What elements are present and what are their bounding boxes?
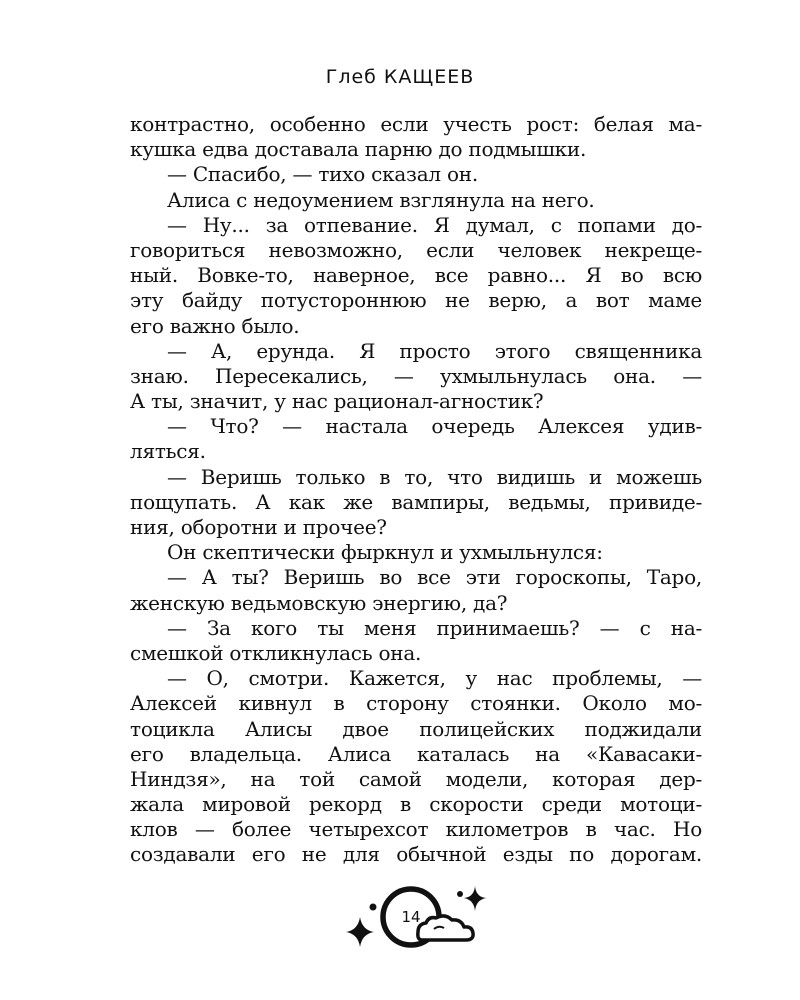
text-line: ляться. xyxy=(130,439,206,464)
text-line: пощупать. А как же вампиры, ведьмы, привиде- xyxy=(130,489,702,514)
text-line: — Веришь только в то, что видишь и можешь xyxy=(167,464,702,489)
text-line: создавали его не для обычной езды по дорогам. xyxy=(130,842,702,867)
text-line: знаю. Пересекались, — ухмыльнулась она. — xyxy=(130,363,702,388)
text-line: А ты, значит, у нас рационал-агностик? xyxy=(130,389,544,414)
text-line: женскую ведьмовскую энергию, да? xyxy=(130,590,508,615)
text-line: — А ты? Веришь во все эти гороскопы, Таро, xyxy=(167,565,702,590)
page-number: 14 xyxy=(401,908,421,926)
star-dot-icon xyxy=(370,904,377,911)
text-line: ный. Вовке-то, наверное, все равно... Я во всю xyxy=(130,263,702,288)
text-line: Алексей кивнул в сторону стоянки. Около мо- xyxy=(130,691,702,716)
text-line: — Ну... за отпевание. Я думал, с попами до- xyxy=(167,212,702,237)
text-line: — Что? — настала очередь Алексея удив- xyxy=(167,414,702,439)
text-line: жала мировой рекорд в скорости среди мотоци- xyxy=(130,792,702,817)
page-folio-ornament xyxy=(330,880,490,960)
text-line: контрастно, особенно если учесть рост: белая ма- xyxy=(130,112,702,136)
text-line: — О, смотри. Кажется, у нас проблемы, — xyxy=(167,666,702,691)
text-line: говориться невозможно, если человек некреще- xyxy=(130,237,702,262)
text-line: тоцикла Алисы двое полицейских поджидали xyxy=(130,716,702,741)
body-text xyxy=(130,112,702,868)
text-line: эту байду потустороннюю не верю, а вот маме xyxy=(130,288,702,313)
text-line: — А, ерунда. Я просто этого священника xyxy=(167,338,702,363)
text-line: его важно было. xyxy=(130,313,300,338)
text-line: — Спасибо, — тихо сказал он. xyxy=(167,162,478,187)
sparkle-star-icon xyxy=(346,917,374,947)
text-line: — За кого ты меня принимаешь? — с на- xyxy=(167,615,702,640)
star-dot-icon xyxy=(457,891,463,897)
text-line: кушка едва доставала парню до подмышки. xyxy=(130,137,587,162)
text-line: его владельца. Алиса каталась на «Кавасаки- xyxy=(130,741,702,766)
text-line: Алиса с недоумением взглянула на него. xyxy=(167,187,595,212)
running-head: Глеб КАЩЕЕВ xyxy=(325,66,475,88)
text-line: Он скептически фыркнул и ухмыльнулся: xyxy=(167,540,603,565)
text-line: Ниндзя», на той самой модели, которая дер- xyxy=(130,766,702,791)
text-line: клов — более четырехсот километров в час. Но xyxy=(130,817,702,842)
text-line: смешкой откликнулась она. xyxy=(130,640,422,665)
sparkle-star-icon xyxy=(464,886,486,911)
text-line: ния, оборотни и прочее? xyxy=(130,515,387,539)
